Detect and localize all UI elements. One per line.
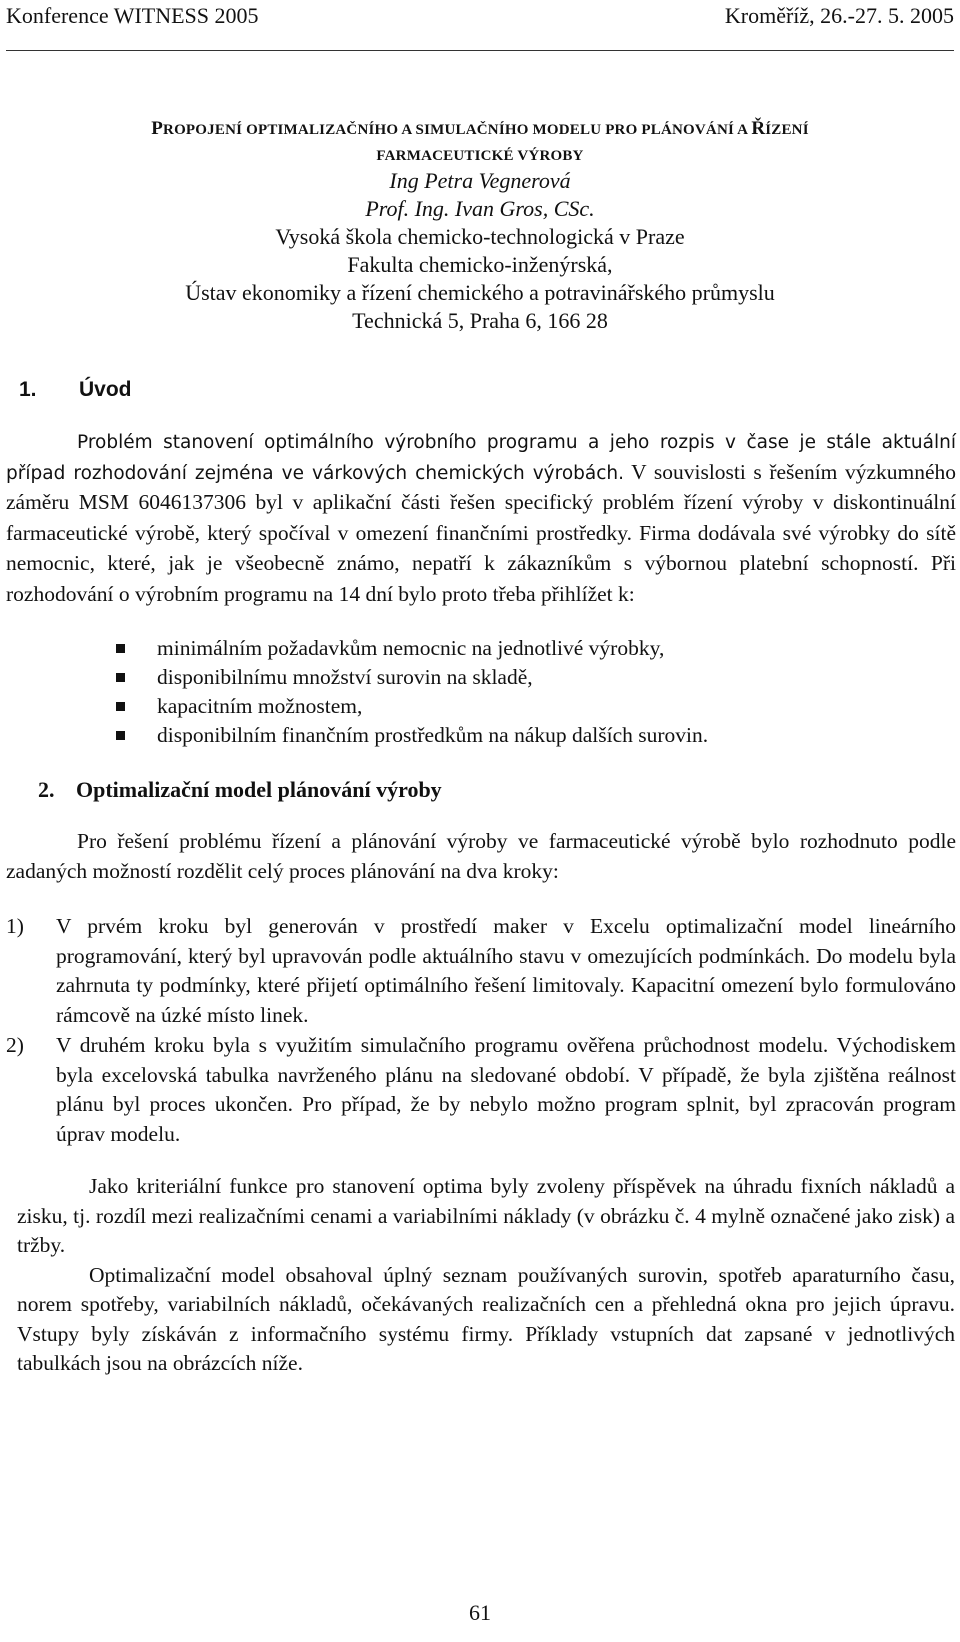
paragraph-model: Optimalizační model obsahoval úplný seznam používaných surovin, spotřeb aparaturního času, norem spotřeby, variabilních nákladů, očekávaných realizačních cen a přehledná okna pro jejich úpravu. Vstupy byly získáván z informačního systému firmy. Příklady vstupních dat zapsané v jednotlivých tabulkách jsou na obrázcích níže. xyxy=(17,1262,955,1375)
bullet-square-icon xyxy=(116,673,125,682)
section-1-title: Úvod xyxy=(79,378,132,401)
section-1-paragraph xyxy=(6,428,956,610)
conference-name: Konference WITNESS 2005 xyxy=(6,3,259,28)
author-2: Prof. Ing. Ivan Gros, CSc. xyxy=(365,196,595,221)
list-item: kapacitním možnostem, xyxy=(116,692,916,721)
step-text: V druhém kroku byla s využitím simulačního programu ověřena průchodnost modelu. Východiskem byla excelovská tabulka navrženého plánu na sledované období. V případě, že byla zjištěna reálnost plánu byl proces ukončen. Pro případ, že by nebylo možno program splnit, byl zpracován program úprav modelu. xyxy=(56,1033,956,1146)
section-2-heading xyxy=(38,777,442,803)
step-item-1 xyxy=(6,912,956,1030)
list-item: minimálním požadavkům nemocnic na jednotlivé výrobky, xyxy=(116,634,916,663)
step-number: 2) xyxy=(6,1033,24,1057)
affiliation-address: Technická 5, Praha 6, 166 28 xyxy=(352,308,608,333)
paper-title-line-2: FARMACEUTICKÉ VÝROBY xyxy=(376,148,584,164)
affiliation-institute: Ústav ekonomiky a řízení chemického a potravinářského průmyslu xyxy=(185,280,775,305)
step-text: V prvém kroku byl generován v prostředí maker v Excelu optimalizační model lineárního programování, který byl upravován podle aktuálního stavu v omezujících podmínkách. Do modelu byla zahrnuta ty podmínky, které přijetí optimálního řešení limitovaly. Kapacitní omezení bylo formulováno rámcově na úzké místo linek. xyxy=(56,914,956,1027)
section-1-heading xyxy=(19,378,132,402)
section-2-number: 2. xyxy=(38,777,55,802)
author-1: Ing Petra Vegnerová xyxy=(389,168,571,193)
list-item: disponibilnímu množství surovin na skladě, xyxy=(116,663,916,692)
paper-title-line-1: PROPOJENÍ OPTIMALIZAČNÍHO A SIMULAČNÍHO MODELU PRO PLÁNOVÁNÍ A ŘÍZENÍ xyxy=(151,118,809,139)
affiliation-school: Vysoká škola chemicko-technologická v Praze xyxy=(275,224,685,249)
affiliation-faculty: Fakulta chemicko-inženýrská, xyxy=(347,252,613,277)
header-rule xyxy=(6,50,954,51)
section-1-text-sans: Problém stanovení optimálního výrobního programu a jeho rozpis v čase je stále aktuální případ rozhodování zejména ve várkových chemických výrobách. xyxy=(6,432,956,484)
section-2-title: Optimalizační model plánování výroby xyxy=(76,777,442,802)
list-item: disponibilním finančním prostředkům na nákup dalších surovin. xyxy=(116,721,916,750)
step-number: 1) xyxy=(6,914,24,938)
section-2-body xyxy=(17,1172,955,1379)
bullet-square-icon xyxy=(116,644,125,653)
bullet-square-icon xyxy=(116,702,125,711)
running-header xyxy=(6,3,954,31)
conference-place-date: Kroměříž, 26.-27. 5. 2005 xyxy=(724,3,954,28)
paragraph-criteria: Jako kriteriální funkce pro stanovení optima byly zvoleny příspěvek na úhradu fixních nákladů a zisku, tj. rozdíl mezi realizačními cenami a variabilními náklady (v obrázku č. 4 mylně označené jako zisk) a tržby. xyxy=(17,1174,955,1257)
section-2-intro: Pro řešení problému řízení a plánování výroby ve farmaceutické výrobě bylo rozhodnuto podle zadaných možností rozdělit celý proces plánování na dva kroky: xyxy=(6,829,956,883)
step-item-2 xyxy=(6,1031,956,1149)
page-number: 61 xyxy=(469,1600,491,1625)
requirements-list xyxy=(116,634,916,750)
bullet-square-icon xyxy=(116,731,125,740)
section-1-text-serif: V souvislosti s řešením výzkumného záměru MSM 6046137306 byl v aplikační části řešen specifický problém řízení výroby v diskontinuální farmaceutické výrobě, který spočíval v omezení finančními prostředky. Firma dodávala své výrobky do sítě nemocnic, které, jak je všeobecně známo, nepatří k zákazníkům s výbornou platební schopností. Při rozhodování o výrobním programu na 14 dní bylo proto třeba přihlížet k: xyxy=(6,459,957,606)
section-1-number: 1. xyxy=(19,378,37,401)
